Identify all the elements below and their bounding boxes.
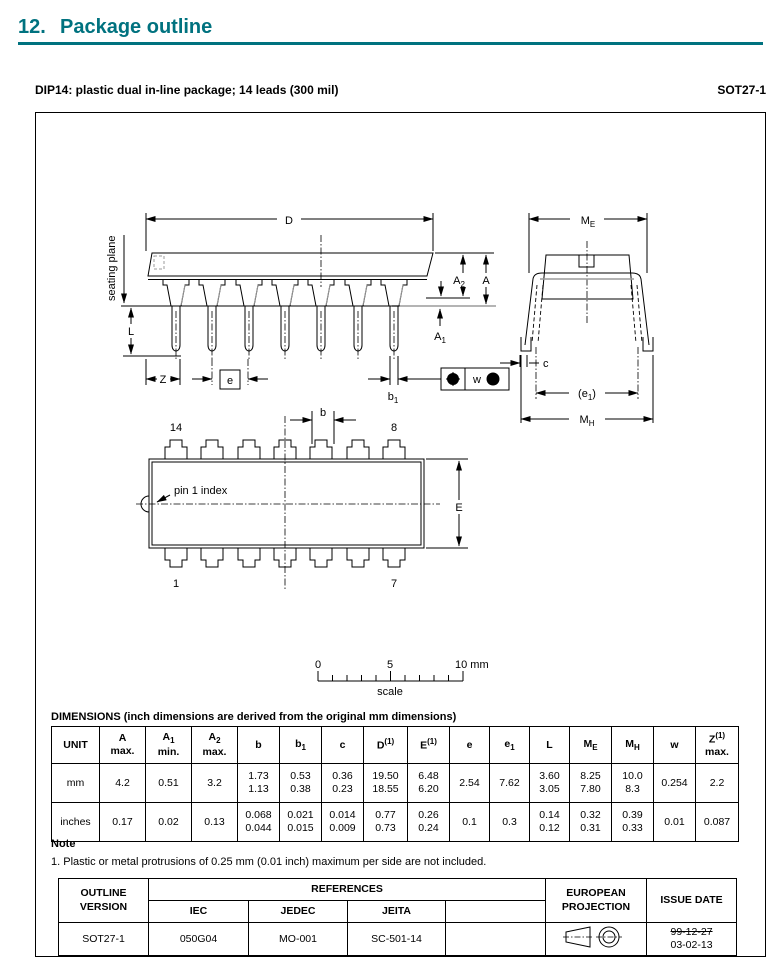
figure-box (35, 112, 766, 957)
ref-header-outline-version: OUTLINE VERSION (59, 879, 149, 923)
page-title (18, 16, 212, 39)
side-view (106, 211, 509, 405)
dims-row (52, 803, 739, 842)
mmc-m-label: M (488, 374, 498, 386)
ref-iec: 050G04 (149, 923, 249, 956)
ref-issue-date (647, 923, 737, 956)
dims-cell: 3.2 (192, 764, 238, 803)
issue-date-old: 99-12-27 (670, 925, 713, 938)
dims-cell: 0.068 0.044 (238, 803, 280, 842)
ref-header-european-projection: EUROPEAN PROJECTION (546, 879, 647, 923)
dims-row (52, 764, 739, 803)
dims-cell: 0.1 (450, 803, 490, 842)
dims-cell: 0.13 (192, 803, 238, 842)
dims-unit-cell: mm (52, 764, 100, 803)
dims-col-header: $M_H$ (612, 727, 654, 764)
dim-label-D: D (285, 215, 293, 227)
ref-projection-cell (546, 923, 647, 956)
dims-cell: 0.53 0.38 (280, 764, 322, 803)
dims-cell: 0.02 (146, 803, 192, 842)
dims-cell: 0.77 0.73 (364, 803, 408, 842)
dims-cell: 0.17 (100, 803, 146, 842)
scale-ticks (318, 671, 463, 681)
package-subtitle-row (35, 83, 766, 97)
dims-unit-cell: inches (52, 803, 100, 842)
dims-cell: 8.25 7.80 (570, 764, 612, 803)
scale-10-label: 10 mm (455, 659, 489, 671)
dims-body (52, 764, 739, 842)
scale-label: scale (377, 686, 403, 698)
dims-cell: 0.3 (490, 803, 530, 842)
dims-cell: 0.39 0.33 (612, 803, 654, 842)
side-view-pins (163, 280, 407, 360)
dims-cell: 19.50 18.55 (364, 764, 408, 803)
end-view (500, 211, 653, 428)
scale-5-label: 5 (386, 659, 394, 671)
pin-14-label: 14 (169, 422, 183, 434)
dims-col-header: $E^{(1)}$ (408, 727, 450, 764)
dims-cell: 0.021 0.015 (280, 803, 322, 842)
dims-cell: 3.60 3.05 (530, 764, 570, 803)
dim-label-c: c (543, 358, 549, 370)
issue-date-new: 03-02-13 (670, 939, 713, 952)
dim-label-A2: $A_2$ (453, 275, 465, 289)
dims-cell: 0.087 (696, 803, 739, 842)
section-number: 12. (18, 16, 46, 38)
reference-table (58, 878, 737, 956)
note-text: 1. Plastic or metal protrusions of 0.25 mm (0.01 inch) maximum per side are not included. (51, 856, 487, 868)
dim-label-A: A (482, 275, 490, 287)
dims-cell: 0.32 0.31 (570, 803, 612, 842)
note-item (51, 856, 486, 868)
dims-cell: 7.62 (490, 764, 530, 803)
dim-label-e1: $(e_1)$ (578, 388, 596, 402)
package-drawing (36, 113, 765, 709)
dims-cell: 1.73 1.13 (238, 764, 280, 803)
dims-col-header: $A_1$ min. (146, 727, 192, 764)
dims-cell: 0.01 (654, 803, 696, 842)
dim-label-b1: $b_1$ (387, 391, 399, 405)
dims-col-header: $b_1$ (280, 727, 322, 764)
dimensions-title: DIMENSIONS (inch dimensions are derived from the original mm dimensions) (51, 711, 457, 723)
dim-label-ME: $M_E$ (580, 215, 596, 229)
ref-header-jeita: JEITA (348, 901, 446, 923)
dim-label-b: b (319, 407, 327, 419)
ref-header-iec: IEC (149, 901, 249, 923)
dims-cell: 0.51 (146, 764, 192, 803)
ref-extra (446, 923, 546, 956)
ref-jeita: SC-501-14 (348, 923, 446, 956)
dims-cell: 0.26 0.24 (408, 803, 450, 842)
dims-col-header: A max. (100, 727, 146, 764)
tolerance-w-label: w (473, 374, 481, 386)
title-rule (18, 42, 763, 45)
dims-col-header: w (654, 727, 696, 764)
dim-label-MH: $M_H$ (579, 414, 595, 428)
dims-cell: 0.014 0.009 (322, 803, 364, 842)
seating-plane-label: seating plane (106, 235, 118, 301)
top-view (136, 407, 468, 591)
dim-label-A1: $A_1$ (434, 331, 446, 345)
dims-col-header: $A_2$ max. (192, 727, 238, 764)
package-subtitle: DIP14: plastic dual in-line package; 14 leads (300 mil) (35, 83, 339, 97)
pin-8-label: 8 (390, 422, 398, 434)
dim-label-e: e (226, 375, 234, 387)
ref-header-issue-date: ISSUE DATE (647, 879, 737, 923)
pin-7-label: 7 (390, 578, 398, 590)
dims-col-header: b (238, 727, 280, 764)
dims-col-header: c (322, 727, 364, 764)
dims-col-header: UNIT (52, 727, 100, 764)
scale-0-label: 0 (314, 659, 322, 671)
ref-header-references: REFERENCES (149, 879, 546, 901)
ref-outline-version: SOT27-1 (59, 923, 149, 956)
first-angle-projection-icon (563, 924, 629, 950)
dims-cell: 2.54 (450, 764, 490, 803)
pin-1-label: 1 (172, 578, 180, 590)
dims-col-header: L (530, 727, 570, 764)
dims-cell: 2.2 (696, 764, 739, 803)
dims-col-header: e (450, 727, 490, 764)
dims-cell: 10.0 8.3 (612, 764, 654, 803)
section-title: Package outline (60, 16, 213, 38)
dims-col-header: $M_E$ (570, 727, 612, 764)
dim-label-E: E (455, 502, 463, 514)
dims-cell: 0.254 (654, 764, 696, 803)
dims-cell: 0.14 0.12 (530, 803, 570, 842)
note-heading: Note (51, 838, 76, 850)
dim-label-Z: Z (159, 374, 167, 386)
dims-header-row (52, 727, 739, 764)
package-code: SOT27-1 (717, 83, 766, 97)
scale-bar (315, 659, 489, 698)
ref-jedec: MO-001 (249, 923, 348, 956)
dims-col-header: $D^{(1)}$ (364, 727, 408, 764)
dims-col-header: $Z^{(1)}$ max. (696, 727, 739, 764)
ref-header-extra (446, 901, 546, 923)
pin1-index-label: pin 1 index (174, 485, 228, 497)
dims-cell: 6.48 6.20 (408, 764, 450, 803)
dim-label-L: L (127, 326, 135, 338)
dims-col-header: $e_1$ (490, 727, 530, 764)
dims-cell: 0.36 0.23 (322, 764, 364, 803)
dims-cell: 4.2 (100, 764, 146, 803)
dimensions-table (51, 726, 739, 842)
ref-header-jedec: JEDEC (249, 901, 348, 923)
